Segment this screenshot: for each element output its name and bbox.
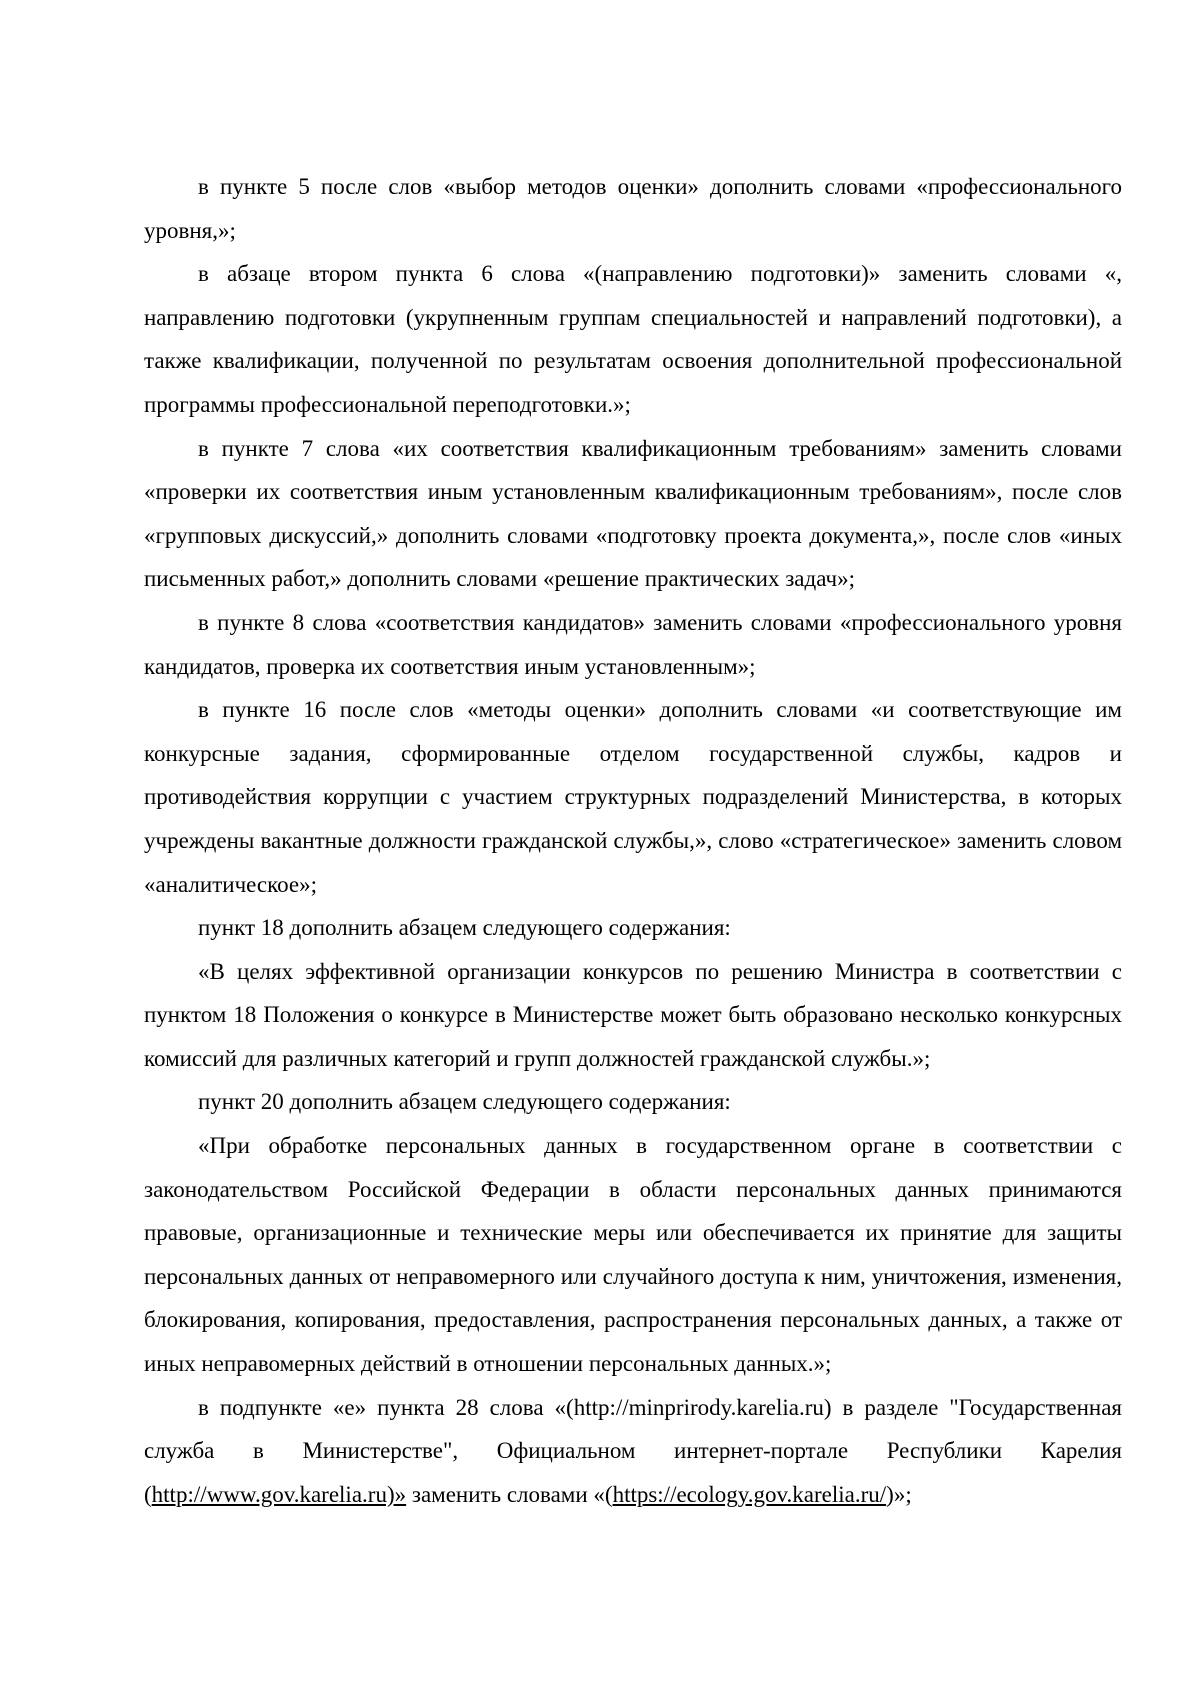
paragraph-text: «При обработке персональных данных в государственном органе в соответствии с законодательством Российской Федерации в области персональных данных принимаются правовые, организационные и технические меры или обеспечивается их принятие для защиты персональных данных от неправомерного или случайного доступа к ним, уничтожения, изменения, блокирования, копирования, предоставления, распространения персональных данных, а также от иных неправомерных действий в отношении персональных данных.»; [144,1133,1122,1377]
paragraph-amend-point-8 [144,601,1122,688]
paragraph-point-18-quote [144,950,1122,1081]
paragraph-amend-point-7 [144,427,1122,601]
paragraph-text: «В целях эффективной организации конкурсов по решению Министра в соответствии с пунктом 18 Положения о конкурсе в Министерстве может быть образовано несколько конкурсных комиссий для различных категорий и групп должностей гражданской службы.»; [144,958,1122,1071]
paragraph-text: в пункте 5 после слов «выбор методов оценки» дополнить словами «профессионального уровня,»; [144,174,1122,243]
paragraph-text: пункт 20 дополнить абзацем следующего содержания: [198,1089,731,1115]
paragraph-amend-point-5 [144,165,1122,252]
paragraph-text: в пункте 16 после слов «методы оценки» дополнить словами «и соответствующие им конкурсные задания, сформированные отделом государственной службы, кадров и противодействия коррупции с участием структурных подразделений Министерства, в которых учреждены вакантные должности гражданской службы,», слово «стратегическое» заменить словом «аналитическое»; [144,697,1122,897]
paragraph-point-20-quote [144,1124,1122,1386]
paragraph-amend-point-6 [144,252,1122,426]
gov-karelia-link[interactable]: http://www.gov.karelia.ru)» [151,1481,407,1507]
paragraph-amend-point-16 [144,688,1122,906]
paragraph-text: )»; [886,1481,912,1507]
paragraph-amend-point-20-intro [144,1080,1122,1124]
paragraph-text: в пункте 7 слова «их соответствия квалификационным требованиям» заменить словами «проверки их соответствия иным установленным квалификационным требованиям», после слов «групповых дискуссий,» дополнить словами «подготовку проекта документа,», после слов «иных письменных работ,» дополнить словами «решение практических задач»; [144,435,1122,592]
paragraph-text: пункт 18 дополнить абзацем следующего содержания: [198,915,731,941]
paragraph-text: заменить словами «( [406,1481,613,1507]
paragraph-text: в абзаце втором пункта 6 слова «(направлению подготовки)» заменить словами «, направлению подготовки (укрупненным группам специальностей и направлений подготовки), а также квалификации, полученной по результатам освоения дополнительной профессиональной программы профессиональной переподготовки.»; [144,261,1122,417]
document-body [144,165,1122,1516]
ecology-karelia-link[interactable]: https://ecology.gov.karelia.ru/ [612,1481,887,1507]
paragraph-amend-point-18-intro [144,906,1122,950]
paragraph-text: в пункте 8 слова «соответствия кандидатов» заменить словами «профессионального уровня кандидатов, проверка их соответствия иным установленным»; [144,609,1122,679]
paragraph-amend-point-28 [144,1386,1122,1517]
paragraph-text: в подпункте «е» пункта 28 слова «(http://minprirody.karelia.ru) в разделе "Государственная служба в Министерстве", Официальном интернет-портале Республики Карелия ( [144,1394,1122,1507]
